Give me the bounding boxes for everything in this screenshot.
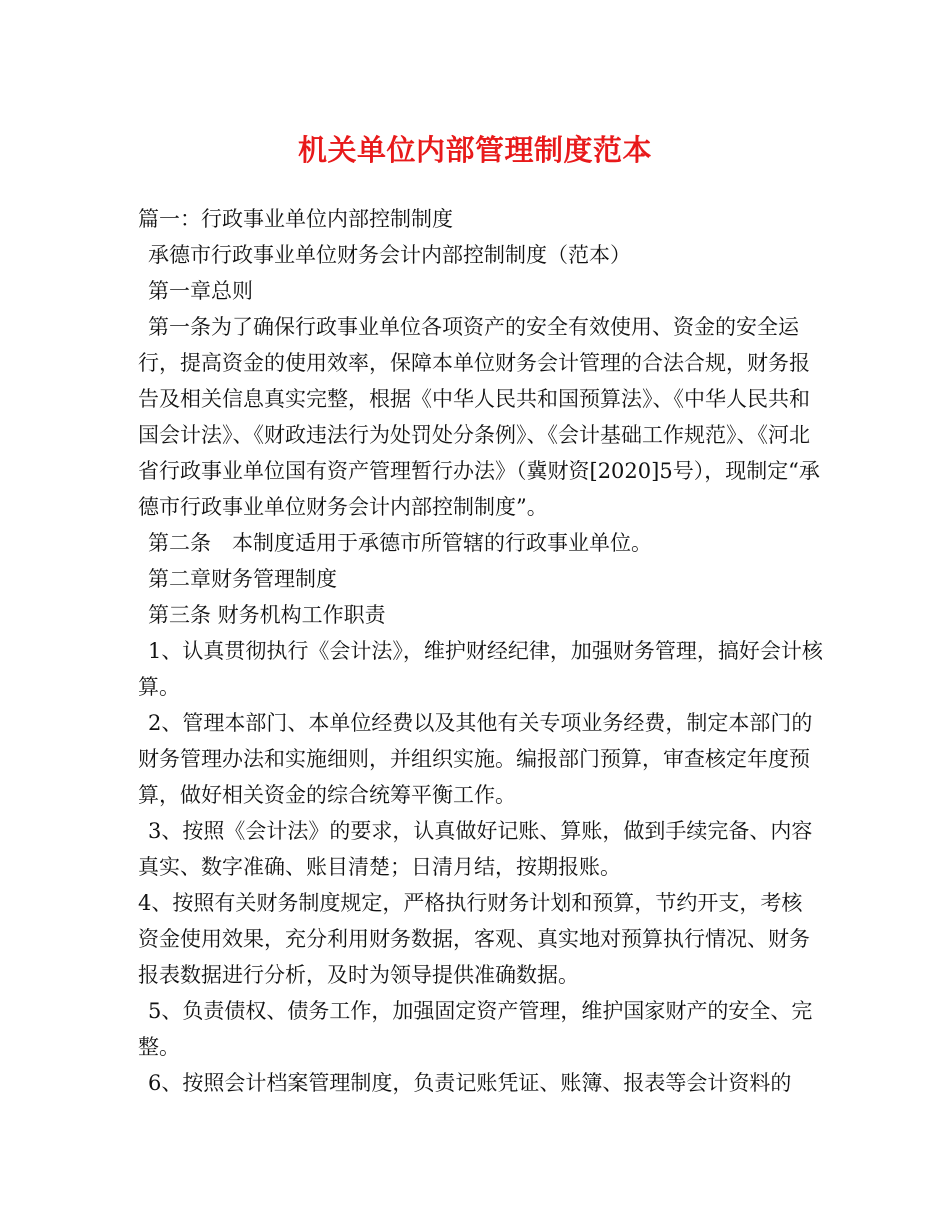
list-item: 3、按照《会计法》的要求，认真做好记账、算账，做到手续完备、内容真实、数字准确、账目清楚；日清月结，按期报账。 [138,819,813,879]
list-item: 6、按照会计档案管理制度，负责记账凭证、账簿、报表等会计资料的 [148,1071,792,1095]
document-title: 机关单位内部管理制度范本 [297,133,652,167]
list-item: 1、认真贯彻执行《会计法》，维护财经纪律，加强财务管理，搞好会计核算。 [138,639,823,699]
list-item: 4、按照有关财务制度规定，严格执行财务计划和预算，节约开支，考核资金使用效果，充分利用财务数据，客观、真实地对预算执行情况、财务报表数据进行分析，及时为领导提供准确数据。 [138,891,810,987]
document-subtitle: 承德市行政事业单位财务会计内部控制制度（范本） [148,243,631,267]
article-paragraph: 第一条为了确保行政事业单位各项资产的安全有效使用、资金的安全运行，提高资金的使用效率，保障本单位财务会计管理的合法合规，财务报告及相关信息真实完整，根据《中华人民共和国预算法》、《中华人民共和国会计法》、《财政违法行为处罚处分条例》、《会计基础工作规范》、《河北省行政事业单位国有资产管理暂行办法》（冀财资[2020]5号），现制定“承德市行政事业单位财务会计内部控制制度”。 [138,315,820,519]
document-body [138,201,823,1101]
article-heading: 第三条 财务机构工作职责 [148,603,386,627]
article-paragraph: 第二条 本制度适用于承德市所管辖的行政事业单位。 [148,531,652,555]
section-heading: 篇一：行政事业单位内部控制制度 [138,207,453,231]
chapter-heading: 第二章财务管理制度 [148,567,337,591]
chapter-heading: 第一章总则 [148,279,253,303]
list-item: 2、管理本部门、本单位经费以及其他有关专项业务经费，制定本部门的财务管理办法和实施细则，并组织实施。编报部门预算，审查核定年度预算，做好相关资金的综合统筹平衡工作。 [138,711,813,807]
list-item: 5、负责债权、债务工作，加强固定资产管理，维护国家财产的安全、完整。 [138,999,813,1059]
